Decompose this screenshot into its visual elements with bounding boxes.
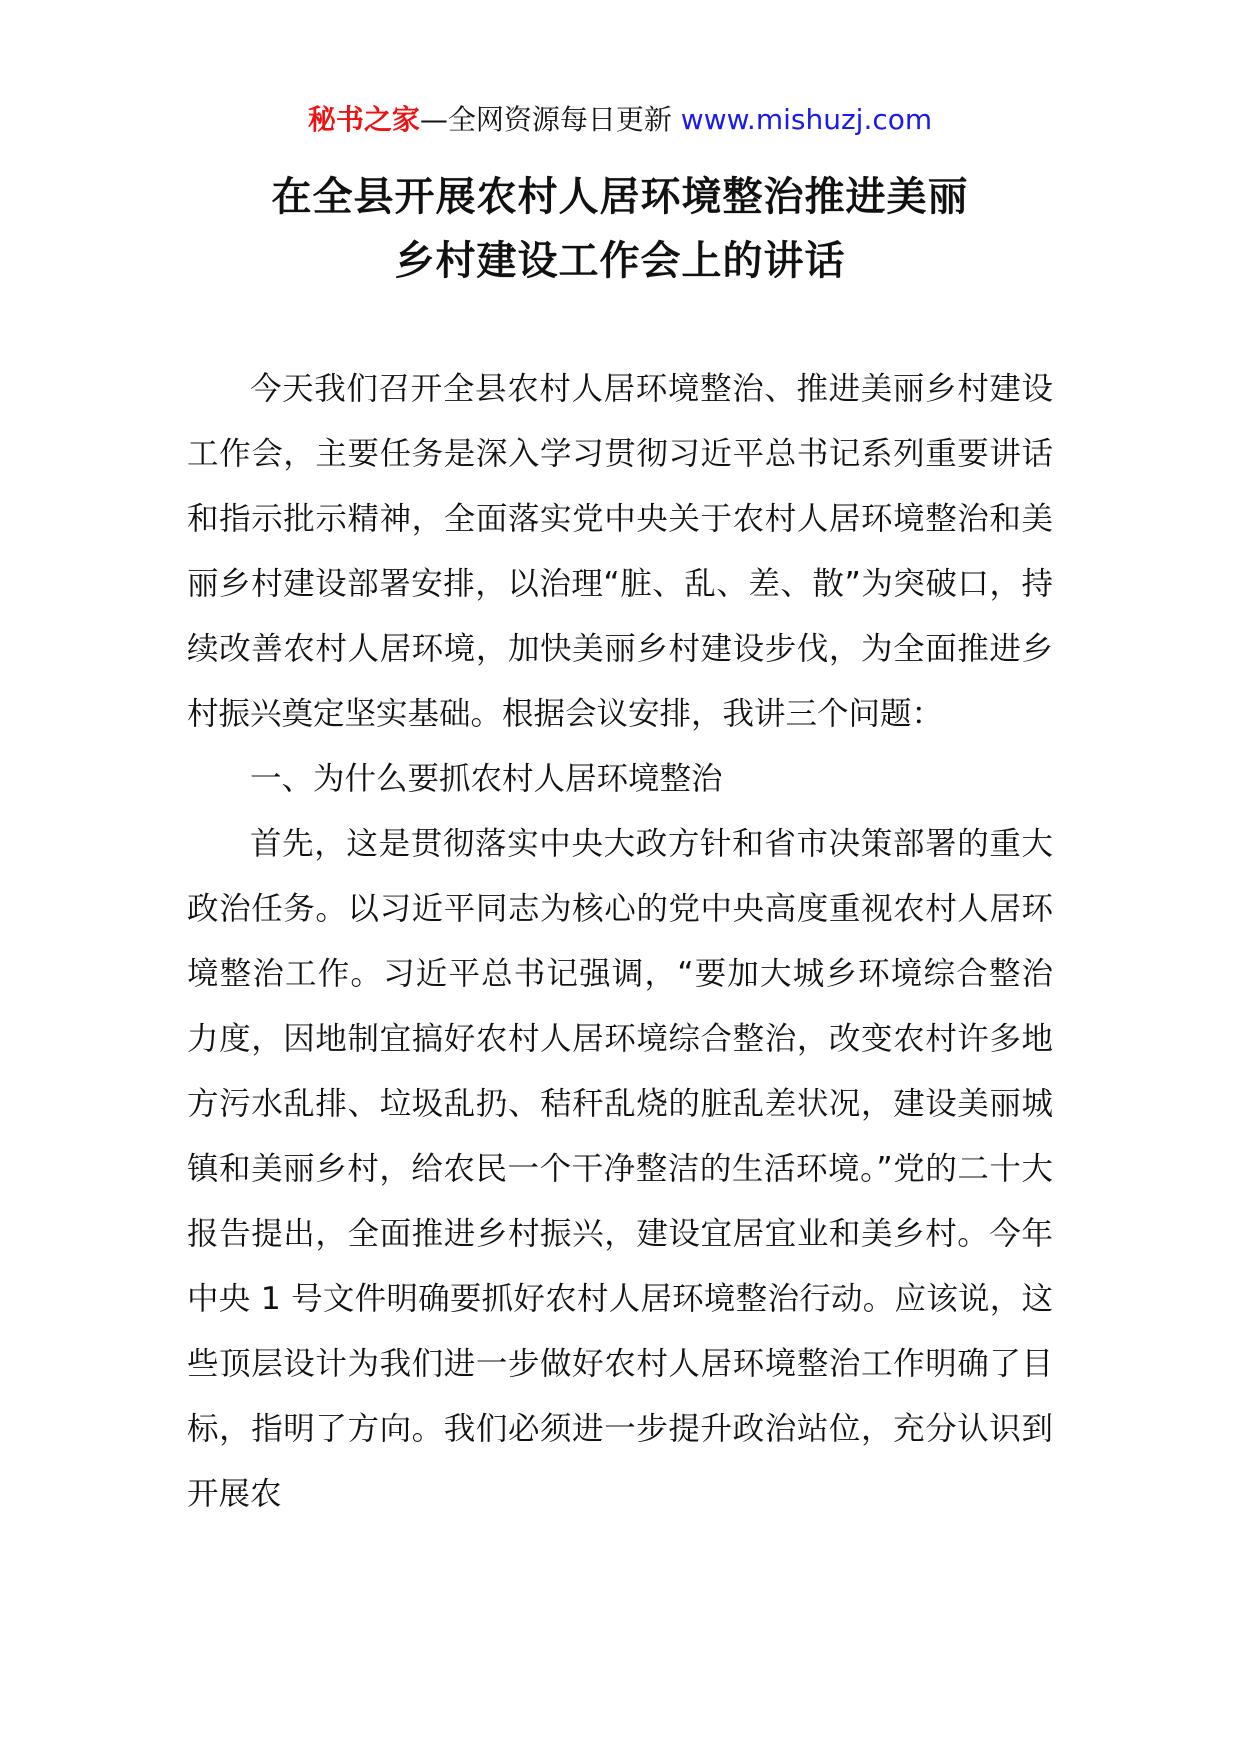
document-title (0, 165, 1240, 293)
document-body (187, 357, 1053, 1527)
body-paragraph: 首先，这是贯彻落实中央大政方针和省市决策部署的重大政治任务。以习近平同志为核心的党中央高度重视农村人居环境整治工作。习近平总书记强调，“要加大城乡环境综合整治力度，因地制宜搞好农村人居环境综合整治，改变农村许多地方污水乱排、垃圾乱扔、秸秆乱烧的脏乱差状况，建设美丽城镇和美丽乡村，给农民一个干净整洁的生活环境。”党的二十大报告提出，全面推进乡村振兴，建设宜居宜业和美乡村。今年中央 1 号文件明确要抓好农村人居环境整治行动。应该说，这些顶层设计为我们进一步做好农村人居环境整治工作明确了目标，指明了方向。我们必须进一步提升政治站位，充分认识到开展农 (187, 826, 1053, 1512)
title-line-1: 在全县开展农村人居环境整治推进美丽 (271, 174, 969, 220)
title-line-2: 乡村建设工作会上的讲话 (394, 238, 846, 284)
intro-paragraph: 今天我们召开全县农村人居环境整治、推进美丽乡村建设工作会，主要任务是深入学习贯彻习近平总书记系列重要讲话和指示批示精神，全面落实党中央关于农村人居环境整治和美丽乡村建设部署安排，以治理“脏、乱、差、散”为突破口，持续改善农村人居环境，加快美丽乡村建设步伐，为全面推进乡村振兴奠定坚实基础。根据会议安排，我讲三个问题： (187, 371, 1053, 732)
site-url-link[interactable]: www.mishuzj.com (680, 103, 933, 136)
site-tagline: —全网资源每日更新 (419, 103, 672, 136)
site-name: 秘书之家 (307, 103, 420, 136)
section-heading-1: 一、为什么要抓农村人居环境整治 (250, 761, 723, 797)
site-banner (0, 100, 1240, 140)
